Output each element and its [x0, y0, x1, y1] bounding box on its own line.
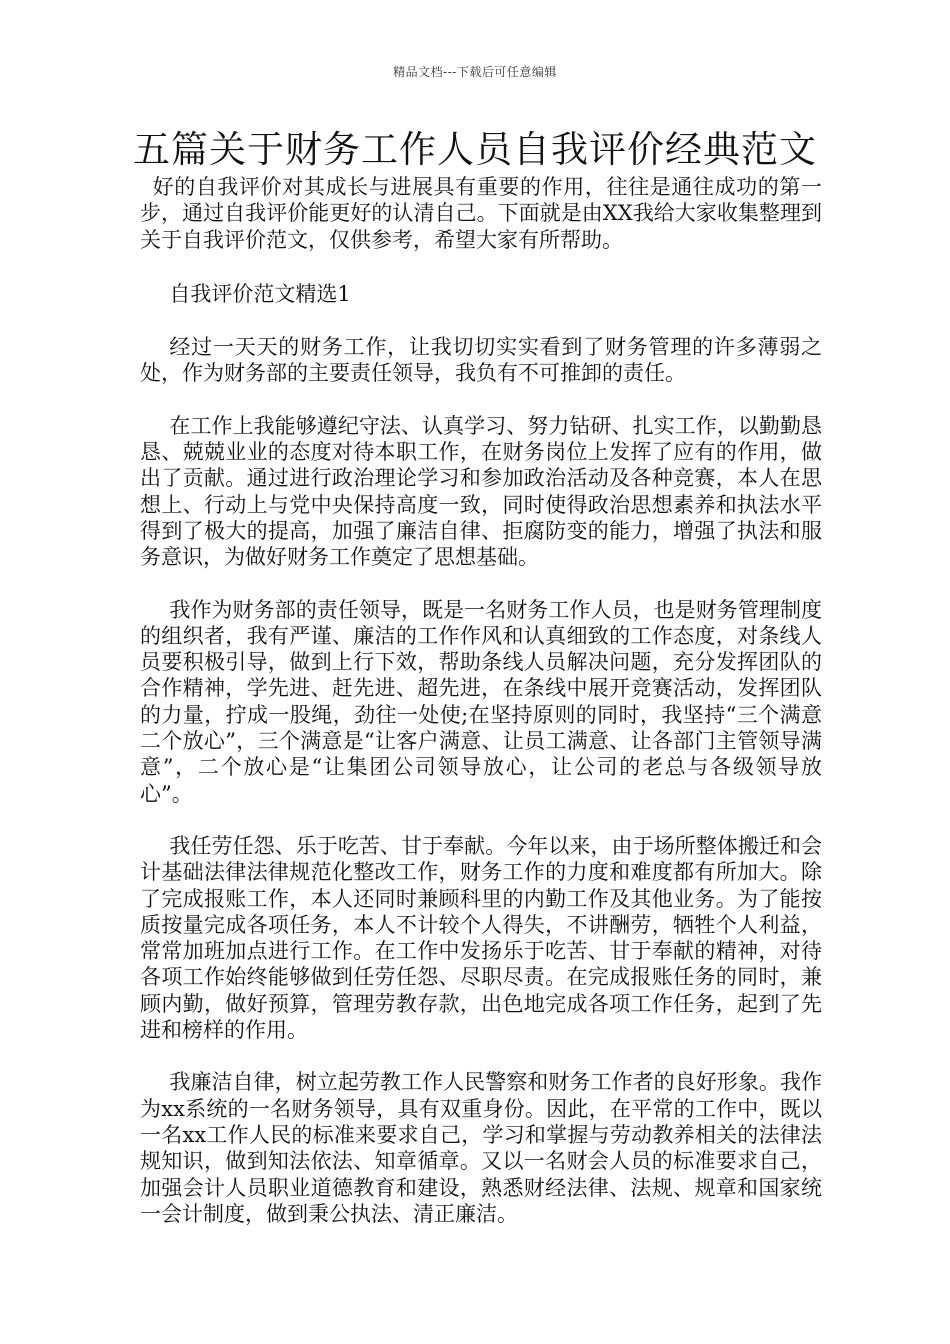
document-body	[140, 174, 822, 1253]
page-header: 精品文档---下载后可任意编辑	[393, 65, 557, 79]
document-title: 五篇关于财务工作人员自我评价经典范文	[133, 128, 817, 171]
body-paragraph-1: 经过一天天的财务工作，让我切切实实看到了财务管理的许多薄弱之处，作为财务部的主要责任领导，我负有不可推卸的责任。	[140, 335, 822, 386]
body-paragraph-5: 我廉洁自律，树立起劳教工作人民警察和财务工作者的良好形象。我作为xx系统的一名财务领导，具有双重身份。因此，在平常的工作中，既以一名xx工作人民的标准来要求自己，学习和掌握与劳动教养相关的法律法规知识，做到知法依法、知章循章。又以一名财会人员的标准要求自己，加强会计人员职业道德教育和建设，熟悉财经法律、法规、规章和国家统一会计制度，做到秉公执法、清正廉洁。	[140, 1070, 822, 1226]
body-paragraph-4: 我任劳任怨、乐于吃苦、甘于奉献。今年以来，由于场所整体搬迁和会计基础法律法律规范化整改工作，财务工作的力度和难度都有所加大。除了完成报账工作，本人还同时兼顾科里的内勤工作及其他业务。为了能按质按量完成各项任务，本人不计较个人得失，不讲酬劳，牺牲个人利益，常常加班加点进行工作。在工作中发扬乐于吃苦、甘于奉献的精神，对待各项工作始终能够做到任劳任怨、尽职尽责。在完成报账任务的同时，兼顾内勤，做好预算，管理劳教存款，出色地完成各项工作任务，起到了先进和榜样的作用。	[140, 833, 822, 1043]
intro-paragraph: 好的自我评价对其成长与进展具有重要的作用，往往是通往成功的第一步，通过自我评价能更好的认清自己。下面就是由XX我给大家收集整理到关于自我评价范文，仅供参考，希望大家有所帮助。	[140, 175, 822, 252]
body-paragraph-2: 在工作上我能够遵纪守法、认真学习、努力钻研、扎实工作，以勤勤恳恳、兢兢业业的态度对待本职工作，在财务岗位上发挥了应有的作用，做出了贡献。通过进行政治理论学习和参加政治活动及各种竞赛，本人在思想上、行动上与党中央保持高度一致，同时使得政治思想素养和执法水平得到了极大的提高，加强了廉洁自律、拒腐防变的能力，增强了执法和服务意识，为做好财务工作奠定了思想基础。	[140, 413, 822, 570]
body-paragraph-3: 我作为财务部的责任领导，既是一名财务工作人员，也是财务管理制度的组织者，我有严谨、廉洁的工作作风和认真细致的工作态度，对条线人员要积极引导，做到上行下效，帮助条线人员解决问题，充分发挥团队的合作精神，学先进、赶先进、超先进，在条线中展开竞赛活动，发挥团队的力量，拧成一股绳，劲往一处使;在坚持原则的同时，我坚持“三个满意二个放心”，三个满意是“让客户满意、让员工满意、让各部门主管领导满意”，二个放心是“让集团公司领导放心，让公司的老总与各级领导放心”。	[140, 597, 822, 806]
section-heading: 自我评价范文精选1	[169, 281, 351, 306]
